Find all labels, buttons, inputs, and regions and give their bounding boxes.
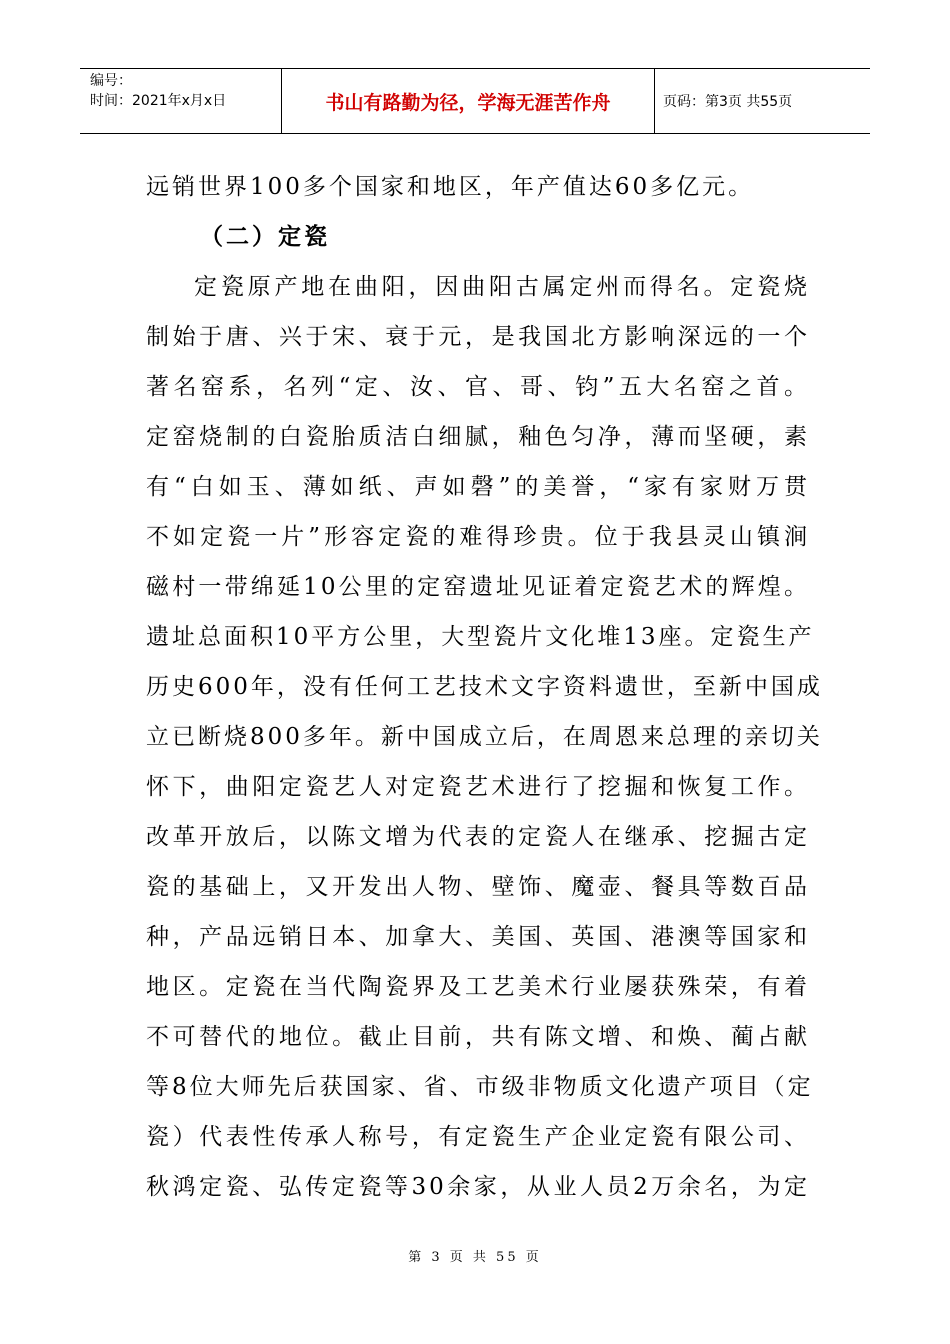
document-body xyxy=(146,162,823,1212)
header-meta xyxy=(80,69,282,133)
body-line: 种，产品远销日本、加拿大、美国、英国、港澳等国家和 xyxy=(146,924,810,950)
body-line: 等8位大师先后获国家、省、市级非物质文化遗产项目（定 xyxy=(146,1074,814,1100)
page-footer: 第 3 页 共 55 页 xyxy=(408,1250,542,1265)
page-header xyxy=(80,68,870,134)
body-line: 定窑烧制的白瓷胎质洁白细腻，釉色匀净，薄而坚硬，素 xyxy=(146,424,810,450)
body-line: 地区。定瓷在当代陶瓷界及工艺美术行业屡获殊荣，有着 xyxy=(146,974,810,1000)
body-line: 有“白如玉、薄如纸、声如磬”的美誉，“家有家财万贯 xyxy=(146,474,810,500)
body-line: 历史600年，没有任何工艺技术文字资料遗世，至新中国成 xyxy=(146,674,823,700)
body-line: 远销世界100多个国家和地区，年产值达60多亿元。 xyxy=(146,174,755,200)
body-line: 改革开放后，以陈文增为代表的定瓷人在继承、挖掘古定 xyxy=(146,824,810,850)
section-heading: （二）定瓷 xyxy=(200,223,330,250)
document-number-label: 编号： xyxy=(90,73,132,89)
body-line: 怀下，曲阳定瓷艺人对定瓷艺术进行了挖掘和恢复工作。 xyxy=(146,774,810,800)
header-page-info: 页码：第3页 共55页 xyxy=(663,94,793,110)
body-line: 制始于唐、兴于宋、衰于元，是我国北方影响深远的一个 xyxy=(146,324,810,350)
body-line: 不如定瓷一片”形容定瓷的难得珍贵。位于我县灵山镇涧 xyxy=(146,524,810,550)
body-line: 磁村一带绵延10公里的定窑遗址见证着定瓷艺术的辉煌。 xyxy=(146,574,810,600)
document-date: 时间：2021年x月x日 xyxy=(90,93,227,109)
body-line: 立已断烧800多年。新中国成立后，在周恩来总理的亲切关 xyxy=(146,724,823,750)
body-line: 著名窑系，名列“定、汝、官、哥、钧”五大名窑之首。 xyxy=(146,374,810,400)
body-line: 定瓷原产地在曲阳，因曲阳古属定州而得名。定瓷烧 xyxy=(194,274,810,300)
body-line: 秋鸿定瓷、弘传定瓷等30余家，从业人员2万余名，为定 xyxy=(146,1174,810,1200)
body-line: 不可替代的地位。截止目前，共有陈文增、和焕、蔺占献 xyxy=(146,1024,810,1050)
body-line: 遗址总面积10平方公里，大型瓷片文化堆13座。定瓷生产 xyxy=(146,624,815,650)
header-motto: 书山有路勤为径，学海无涯苦作舟 xyxy=(282,69,655,133)
body-line: 瓷的基础上，又开发出人物、壁饰、魔壶、餐具等数百品 xyxy=(146,874,810,900)
body-line: 瓷）代表性传承人称号，有定瓷生产企业定瓷有限公司、 xyxy=(146,1124,810,1150)
